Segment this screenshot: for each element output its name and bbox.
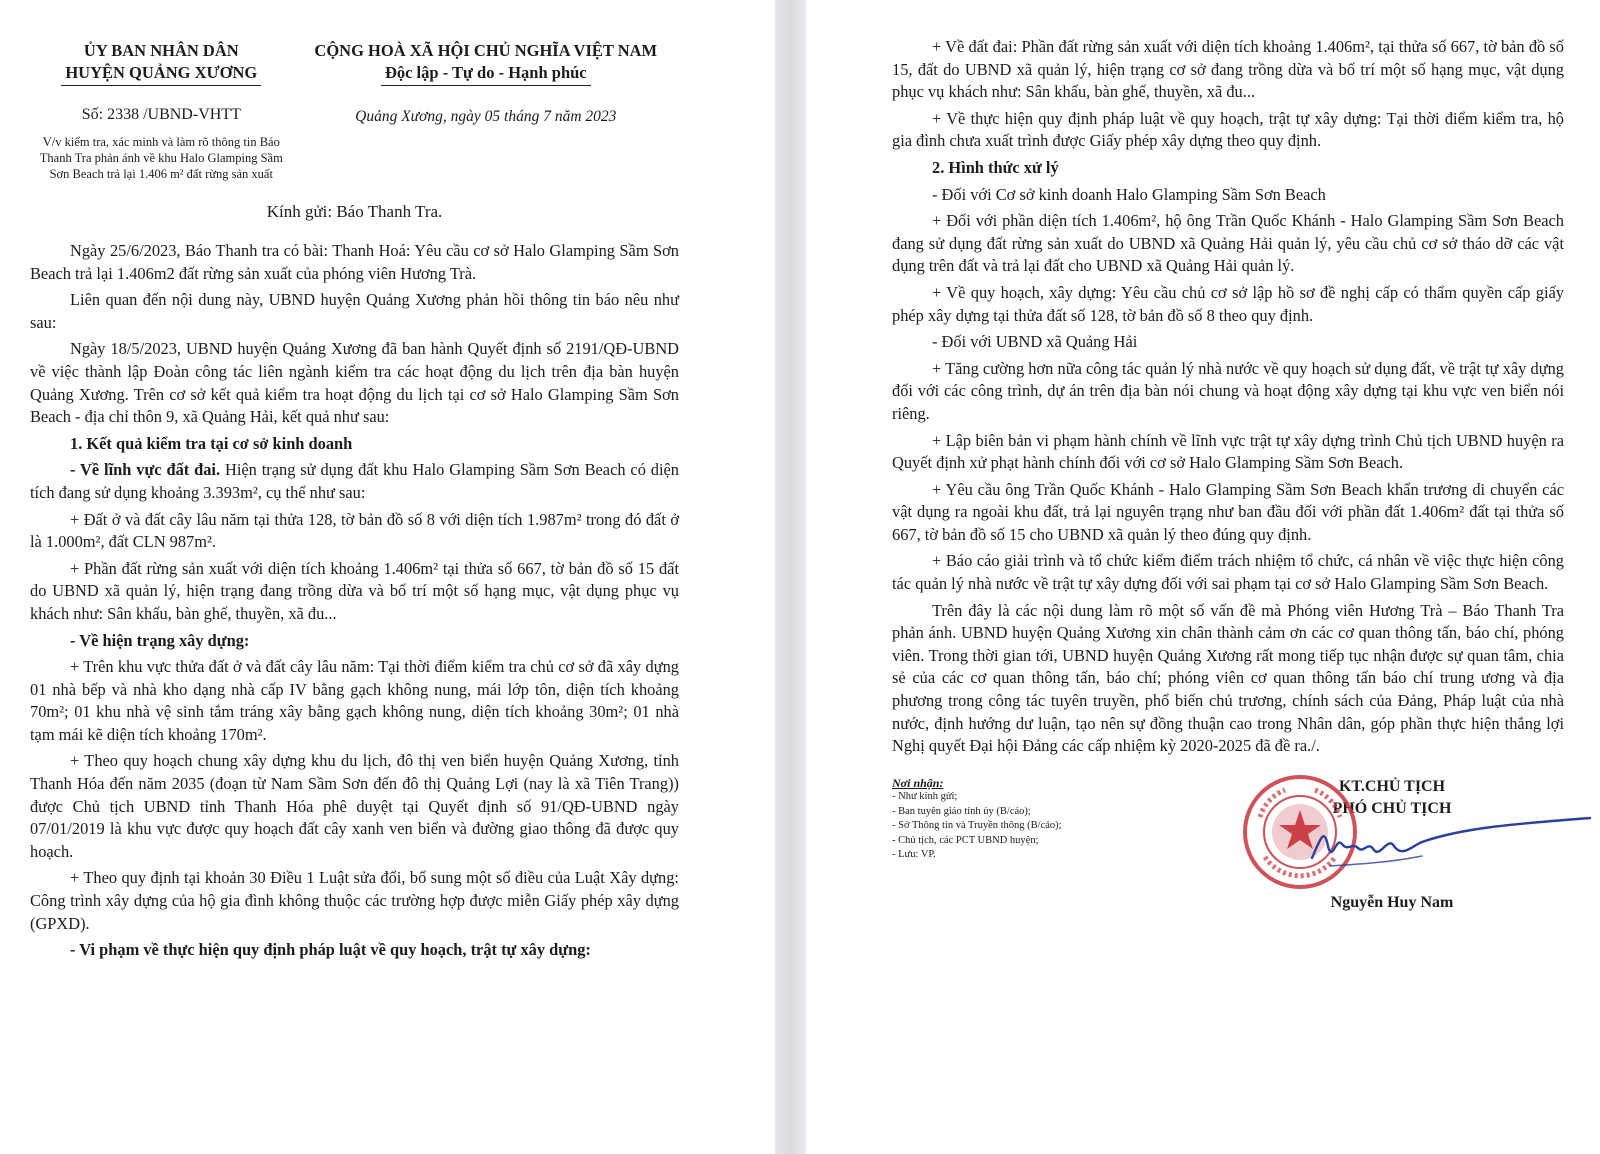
signer-name: Nguyễn Huy Nam bbox=[1330, 893, 1454, 911]
paragraph: + Theo quy định tại khoản 30 Điều 1 Luật sửa đổi, bổ sung một số điều của Luật Xây dựng: Công trình xây dựng của hộ gia đình không thuộc các trường hợp được miễn Giấy phép xây dựng (GPXD). bbox=[30, 868, 679, 933]
greeting: Kính gửi: Báo Thanh Tra. bbox=[266, 202, 443, 221]
paragraph: + Trên khu vực thửa đất ở và đất cây lâu năm: Tại thời điểm kiểm tra chủ cơ sở đã xây dựng 01 nhà bếp và nhà kho dạng nhà cấp IV bằng gạch không nung, mái lớp tôn, diện tích khoảng 70m²; 01 khu nhà vệ sinh tắm tráng xây bằng gạch không nung, diện tích khoảng 30m²; 01 nhà tạm mái kẽ diện tích khoảng 170m². bbox=[30, 657, 679, 744]
paragraph: - Đối với Cơ sở kinh doanh Halo Glamping Sầm Sơn Beach bbox=[932, 184, 1326, 204]
paragraph: + Về thực hiện quy định pháp luật về quy hoạch, trật tự xây dựng: Tại thời điểm kiểm tra, hộ gia đình chưa xuất trình được Giấy phép xây dựng theo quy định. bbox=[892, 108, 1564, 151]
document-body-right bbox=[892, 36, 1564, 758]
paragraph: - Đối với UBND xã Quảng Hải bbox=[932, 332, 1138, 352]
paragraph: + Báo cáo giải trình và tổ chức kiểm điểm trách nhiệm tổ chức, cá nhân về việc thực hiện công tác quản lý nhà nước về trật tự xây dựng đối với sai phạm tại cơ sở Halo Glamping Sầm Sơn Beach. bbox=[892, 551, 1564, 594]
paragraph: + Lập biên bản vi phạm hành chính về lĩnh vực trật tự xây dựng trình Chủ tịch UBND huyện ra Quyết định xử phạt hành chính đối với cơ sở Halo Glamping Sầm Sơn Beach. bbox=[892, 430, 1564, 473]
document-page-right bbox=[806, 0, 1600, 1154]
paragraph: + Phần đất rừng sản xuất với diện tích khoảng 1.406m² tại thửa số 667, tờ bản đồ số 15 đất do UBND xã quản lý, hiện trạng đang trồng dừa và bố trí một số hạng mục, vật dụng phục vụ khách như: Sân khấu, bàn ghế, thuyền, xã đu... bbox=[30, 558, 679, 623]
authority-line-1: ỦY BAN NHÂN DÂN bbox=[83, 41, 239, 60]
paragraph: + Đối với phần diện tích 1.406m², hộ ông Trần Quốc Khánh - Halo Glamping Sầm Sơn Beach đang sử dụng đất rừng sản xuất do UBND xã Quảng Hải quản lý, yêu cầu chủ cơ sở tháo dỡ các vật dụng trên đất và trả lại đất cho UBND xã Quảng Hải quản lý. bbox=[892, 211, 1564, 276]
paragraph: + Về quy hoạch, xây dựng: Yêu cầu chủ cơ sở lập hồ sơ đề nghị cấp có thẩm quyền cấp giấy phép xây dựng tại thửa đất số 128, tờ bản đồ số 8 theo quy định. bbox=[892, 282, 1564, 325]
paragraph bbox=[30, 459, 679, 504]
document-header bbox=[30, 40, 679, 182]
document-date: Quảng Xương, ngày 05 tháng 7 năm 2023 bbox=[355, 108, 617, 125]
paragraph: Ngày 18/5/2023, UBND huyện Quảng Xương đã ban hành Quyết định số 2191/QĐ-UBND về việc thành lập Đoàn công tác liên ngành kiểm tra các hoạt động du lịch trên địa bàn huyện Quảng Xương. Trên cơ sở kết quả kiểm tra hoạt động du lịch tại cơ sở Halo Glamping Sầm Sơn Beach - địa chỉ thôn 9, xã Quảng Hải, kết quả như sau: bbox=[30, 339, 679, 427]
document-number: Số: 2338 /UBND-VHTT bbox=[81, 106, 241, 123]
paragraph: + Tăng cường hơn nữa công tác quản lý nhà nước về quy hoạch sử dụng đất, về trật tự xây dựng đối với các công trình, dự án trên địa bàn nói chung và hoạt động xây dựng tại khu vực ven biển nói riêng. bbox=[892, 358, 1564, 423]
document-page-left bbox=[0, 0, 775, 1154]
document-subject: V/v kiểm tra, xác minh và làm rõ thông tin Báo Thanh Tra phản ánh về khu Halo Glamping Sầm Sơn Beach trả lại 1.406 m² đất rừng sản xuất bbox=[39, 135, 283, 181]
signer-title-2: PHÓ CHỦ TỊCH bbox=[1332, 799, 1452, 817]
paragraph-text: Hiện trạng sử dụng đất khu Halo Glamping Sầm Sơn Beach có diện tích đang sử dụng khoảng 3.393m², cụ thể như sau: bbox=[30, 460, 680, 502]
recipients-list bbox=[892, 776, 1062, 863]
paragraph: + Về đất đai: Phần đất rừng sản xuất với diện tích khoảng 1.406m², tại thửa số 667, tờ bản đồ số 15, đất do UBND xã quản lý, hiện trạng cơ sở đang trồng dừa và bố trí một số hạng mục, vật dụng phục vụ khách như: Sân khấu, bàn ghế, thuyền, xã đu... bbox=[892, 37, 1564, 102]
recipient-item: - Như kính gửi; bbox=[892, 791, 958, 803]
recipients-title: Nơi nhận: bbox=[892, 775, 944, 790]
section-heading: - Vi phạm về thực hiện quy định pháp luật về quy hoạch, trật tự xây dựng: bbox=[70, 940, 591, 960]
recipient-item: - Sở Thông tin và Truyền thông (B/cáo); bbox=[892, 820, 1062, 832]
section-heading: 1. Kết quả kiểm tra tại cơ sở kinh doanh bbox=[70, 433, 353, 453]
recipient-item: - Chủ tịch, các PCT UBND huyện; bbox=[892, 834, 1039, 846]
national-motto: Độc lập - Tự do - Hạnh phúc bbox=[381, 62, 591, 86]
recipient-item: - Ban tuyên giáo tỉnh ủy (B/cáo); bbox=[892, 805, 1031, 817]
signer-title-1: KT.CHỦ TỊCH bbox=[1338, 777, 1446, 795]
section-heading: 2. Hình thức xử lý bbox=[932, 157, 1059, 177]
closing-paragraph: Trên đây là các nội dung làm rõ một số vấn đề mà Phóng viên Hương Trà – Báo Thanh Tra phản ánh. UBND huyện Quảng Xương xin chân thành cảm ơn các cơ quan thông tấn, báo chí, phóng viên. Trong thời gian tới, UBND huyện Quảng Xương rất mong tiếp tục nhận được sự quan tâm, chia sẻ của các cơ quan thông tấn, báo chí; phóng viên cơ quan thông tấn báo chí trung ương và địa phương trong công tác tuyên truyền, phổ biến chủ trương, chính sách của Đảng, Pháp luật của nhà nước, định hướng dư luận, tạo nên sự đồng thuận cao trong Nhân dân, góp phần thực hiện thắng lợi Nghị quyết Đại hội Đảng các cấp nhiệm kỳ 2020-2025 đã đề ra./. bbox=[892, 600, 1564, 756]
section-heading: - Về hiện trạng xây dựng: bbox=[70, 630, 250, 650]
page-gutter bbox=[775, 0, 806, 1154]
recipient-item: - Lưu: VP. bbox=[892, 849, 936, 861]
paragraph: Ngày 25/6/2023, Báo Thanh tra có bài: Thanh Hoá: Yêu cầu cơ sở Halo Glamping Sầm Sơn Beach trả lại 1.406m2 đất rừng sản xuất của phóng viên Hương Trà. bbox=[30, 241, 679, 283]
signature-block bbox=[892, 776, 1564, 936]
signer bbox=[1272, 776, 1512, 911]
national-header bbox=[293, 40, 679, 182]
document-body-left bbox=[30, 240, 679, 962]
paragraph: Liên quan đến nội dung này, UBND huyện Quảng Xương phản hồi thông tin báo nêu như sau: bbox=[30, 290, 679, 332]
paragraph: + Theo quy hoạch chung xây dựng khu du lịch, đô thị ven biển huyện Quảng Xương, tỉnh Thanh Hóa đến năm 2035 (đoạn từ Nam Sầm Sơn đến đô thị Quảng Lợi (nay là xã Tiên Trang)) được Chủ tịch UBND tỉnh Thanh Hóa phê duyệt tại Quyết định số 91/QĐ-UBND ngày 07/01/2019 là khu vực được quy hoạch đất cây xanh ven biển và đường giao thông đã được quy hoạch. bbox=[30, 751, 679, 861]
handwritten-signature-icon bbox=[1302, 806, 1600, 886]
inline-heading: - Về lĩnh vực đất đai. bbox=[70, 460, 221, 480]
paragraph: + Yêu cầu ông Trần Quốc Khánh - Halo Glamping Sầm Sơn Beach khẩn trương di chuyển các vật dụng ra ngoài khu đất, trả lại nguyên trạng như ban đầu đối với phần đất 1.406m² đất tại thửa số 667, tờ bản đồ số 15 cho UBND xã quản lý theo đúng quy định. bbox=[892, 479, 1564, 544]
authority-line-2: HUYỆN QUẢNG XƯƠNG bbox=[61, 62, 261, 86]
issuing-authority bbox=[30, 40, 293, 182]
paragraph: + Đất ở và đất cây lâu năm tại thửa 128, tờ bản đồ số 8 với diện tích 1.987m² trong đó đất ở là 1.000m², đất CLN 987m². bbox=[30, 509, 679, 552]
national-title: CỘNG HOÀ XÃ HỘI CHỦ NGHĨA VIỆT NAM bbox=[314, 41, 658, 60]
